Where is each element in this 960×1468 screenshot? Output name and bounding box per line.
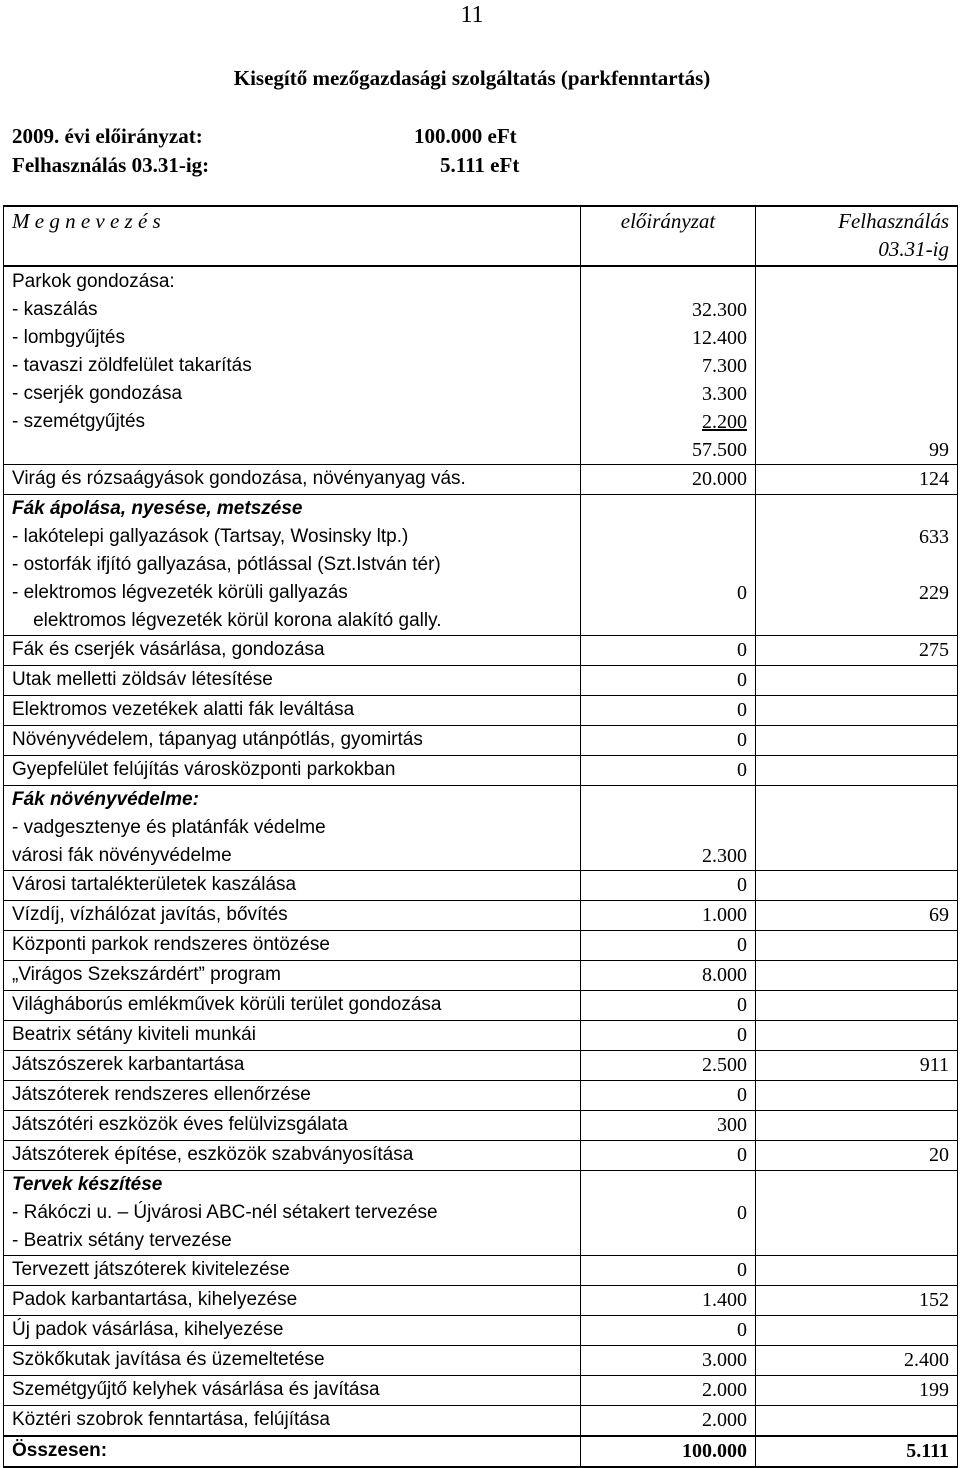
row-planned: 1.400 — [581, 1286, 756, 1316]
row-used — [756, 871, 958, 901]
header-name: M e g n e v e z é s — [4, 206, 581, 266]
table-row — [4, 1021, 958, 1051]
row-planned: 0 — [581, 1316, 756, 1346]
plans-planned-value: 0 — [737, 1202, 747, 1224]
total-row — [4, 1436, 958, 1467]
table-row — [4, 1256, 958, 1286]
table-row — [4, 1081, 958, 1111]
protection-planned — [581, 786, 756, 871]
row-label: Fák és cserjék vásárlása, gondozása — [4, 636, 581, 666]
row-planned: 0 — [581, 991, 756, 1021]
row-planned: 20.000 — [581, 465, 756, 495]
plans-line: - Rákóczi u. – Újvárosi ABC-nél sétakert tervezése — [12, 1202, 438, 1223]
row-used — [756, 991, 958, 1021]
row-used — [756, 961, 958, 991]
table-row — [4, 961, 958, 991]
row-label: Vízdíj, vízhálózat javítás, bővítés — [4, 901, 581, 931]
row-label: Központi parkok rendszeres öntözése — [4, 931, 581, 961]
plans-labels — [4, 1171, 581, 1256]
row-label: Virág és rózsaágyások gondozása, növényanyag vás. — [4, 465, 581, 495]
row-planned: 0 — [581, 1141, 756, 1171]
total-used: 5.111 — [756, 1436, 958, 1467]
row-used — [756, 1316, 958, 1346]
trees-used-value: 633 — [919, 526, 949, 548]
trees-group — [4, 495, 958, 636]
row-label: Játszóterek rendszeres ellenőrzése — [4, 1081, 581, 1111]
table-row — [4, 1141, 958, 1171]
table-row — [4, 696, 958, 726]
row-label: Köztéri szobrok fenntartása, felújítása — [4, 1406, 581, 1437]
trees-line: - lakótelepi gallyazások (Tartsay, Wosinsky ltp.) — [12, 526, 409, 547]
trees-used-value: 229 — [919, 582, 949, 604]
row-used — [756, 931, 958, 961]
row-label: Tervezett játszóterek kivitelezése — [4, 1256, 581, 1286]
row-used — [756, 756, 958, 786]
row-used — [756, 726, 958, 756]
summary-value-used: 5.111 eFt — [440, 153, 520, 177]
row-used — [756, 1256, 958, 1286]
table-row — [4, 1111, 958, 1141]
trees-heading: Fák ápolása, nyesése, metszése — [12, 498, 303, 519]
parks-group — [4, 266, 958, 465]
parks-item: - kaszálás — [12, 299, 98, 320]
header-used-line2: 03.31-ig — [878, 237, 949, 261]
plans-planned — [581, 1171, 756, 1256]
table-row — [4, 756, 958, 786]
trees-used — [756, 495, 958, 636]
table-row — [4, 901, 958, 931]
header-used — [756, 206, 958, 266]
row-planned: 0 — [581, 696, 756, 726]
page-title: Kisegítő mezőgazdasági szolgáltatás (parkfenntartás) — [233, 66, 711, 90]
row-planned: 0 — [581, 931, 756, 961]
row-used: 124 — [756, 465, 958, 495]
row-used: 69 — [756, 901, 958, 931]
row-planned: 0 — [581, 636, 756, 666]
parks-subtotal: 57.500 — [692, 439, 747, 461]
protection-planned-value: 2.300 — [702, 845, 747, 867]
parks-item-planned: 7.300 — [702, 355, 747, 377]
parks-planned — [581, 266, 756, 465]
page-number: 11 — [460, 2, 484, 28]
row-used: 911 — [756, 1051, 958, 1081]
row-planned: 300 — [581, 1111, 756, 1141]
row-planned: 8.000 — [581, 961, 756, 991]
row-label: Szökőkutak javítása és üzemeltetése — [4, 1346, 581, 1376]
row-label: Padok karbantartása, kihelyezése — [4, 1286, 581, 1316]
table-row — [4, 1316, 958, 1346]
parks-used — [756, 266, 958, 465]
protection-line: - vadgesztenye és platánfák védelme — [12, 817, 326, 838]
row-used — [756, 1111, 958, 1141]
row-label: Játszóterek építése, eszközök szabványosítása — [4, 1141, 581, 1171]
trees-labels — [4, 495, 581, 636]
row-planned: 0 — [581, 1021, 756, 1051]
parks-heading: Parkok gondozása: — [12, 271, 175, 292]
parks-item-planned: 3.300 — [702, 383, 747, 405]
budget-table — [3, 205, 958, 1468]
row-label: Növényvédelem, tápanyag utánpótlás, gyomirtás — [4, 726, 581, 756]
parks-item: - tavaszi zöldfelület takarítás — [12, 355, 252, 376]
row-label: Játszótéri eszközök éves felülvizsgálata — [4, 1111, 581, 1141]
header-planned: előirányzat — [581, 206, 756, 266]
plans-group — [4, 1171, 958, 1256]
row-label: Beatrix sétány kiviteli munkái — [4, 1021, 581, 1051]
row-label: Városi tartalékterületek kaszálása — [4, 871, 581, 901]
summary-label-used: Felhasználás 03.31-ig: — [12, 153, 210, 177]
row-used — [756, 1081, 958, 1111]
trees-line: - elektromos légvezeték körüli gallyazás — [12, 582, 348, 603]
row-planned: 3.000 — [581, 1346, 756, 1376]
table-header — [4, 206, 958, 266]
row-planned: 1.000 — [581, 901, 756, 931]
table-row — [4, 1406, 958, 1437]
parks-item: - szemétgyűjtés — [12, 411, 146, 432]
header-used-line1: Felhasználás — [838, 209, 949, 233]
row-planned: 2.000 — [581, 1376, 756, 1406]
table-row — [4, 1051, 958, 1081]
row-label: „Virágos Szekszárdért” program — [4, 961, 581, 991]
total-label: Összesen: — [4, 1436, 581, 1467]
row-label: Elektromos vezetékek alatti fák leváltása — [4, 696, 581, 726]
row-label: Gyepfelület felújítás városközponti parkokban — [4, 756, 581, 786]
protection-labels — [4, 786, 581, 871]
trees-planned — [581, 495, 756, 636]
row-used: 20 — [756, 1141, 958, 1171]
table-row — [4, 726, 958, 756]
row-planned: 0 — [581, 756, 756, 786]
row-label: Utak melletti zöldsáv létesítése — [4, 666, 581, 696]
parks-item: - cserjék gondozása — [12, 383, 183, 404]
summary-label-planned: 2009. évi előirányzat: — [12, 124, 203, 148]
row-used — [756, 696, 958, 726]
row-used: 275 — [756, 636, 958, 666]
parks-item-planned: 32.300 — [692, 299, 747, 321]
plans-heading: Tervek készítése — [12, 1174, 163, 1195]
row-used — [756, 1406, 958, 1437]
row-used: 2.400 — [756, 1346, 958, 1376]
table-row — [4, 931, 958, 961]
row-label: Új padok vásárlása, kihelyezése — [4, 1316, 581, 1346]
parks-item: - lombgyűjtés — [12, 327, 125, 348]
summary-value-planned: 100.000 eFt — [414, 124, 517, 148]
row-label: Szemétgyűjtő kelyhek vásárlása és javítása — [4, 1376, 581, 1406]
row-used: 152 — [756, 1286, 958, 1316]
protection-heading: Fák növényvédelme: — [12, 789, 199, 810]
table-row — [4, 666, 958, 696]
parks-used-value: 99 — [929, 439, 949, 461]
trees-line: elektromos légvezeték körül korona alakító gally. — [12, 610, 442, 631]
table-row — [4, 636, 958, 666]
row-used — [756, 666, 958, 696]
protection-used — [756, 786, 958, 871]
row-planned: 0 — [581, 1081, 756, 1111]
protection-line: városi fák növényvédelme — [12, 845, 232, 866]
trees-line: - ostorfák ifjító gallyazása, pótlással (Szt.István tér) — [12, 554, 441, 575]
table-row — [4, 1376, 958, 1406]
total-planned: 100.000 — [581, 1436, 756, 1467]
parks-labels — [4, 266, 581, 465]
plans-used — [756, 1171, 958, 1256]
row-planned: 2.000 — [581, 1406, 756, 1437]
row-label: Játszószerek karbantartása — [4, 1051, 581, 1081]
table-row — [4, 465, 958, 495]
row-planned: 0 — [581, 726, 756, 756]
trees-planned-value: 0 — [737, 582, 747, 604]
table-row — [4, 1346, 958, 1376]
row-planned: 0 — [581, 666, 756, 696]
plans-line: - Beatrix sétány tervezése — [12, 1230, 232, 1251]
row-label: Világháborús emlékművek körüli terület gondozása — [4, 991, 581, 1021]
table-row — [4, 991, 958, 1021]
row-planned: 2.500 — [581, 1051, 756, 1081]
row-planned: 0 — [581, 1256, 756, 1286]
row-used — [756, 1021, 958, 1051]
parks-item-planned: 2.200 — [702, 411, 747, 433]
protection-group — [4, 786, 958, 871]
parks-item-planned: 12.400 — [692, 327, 747, 349]
row-used: 199 — [756, 1376, 958, 1406]
row-planned: 0 — [581, 871, 756, 901]
table-row — [4, 871, 958, 901]
table-row — [4, 1286, 958, 1316]
